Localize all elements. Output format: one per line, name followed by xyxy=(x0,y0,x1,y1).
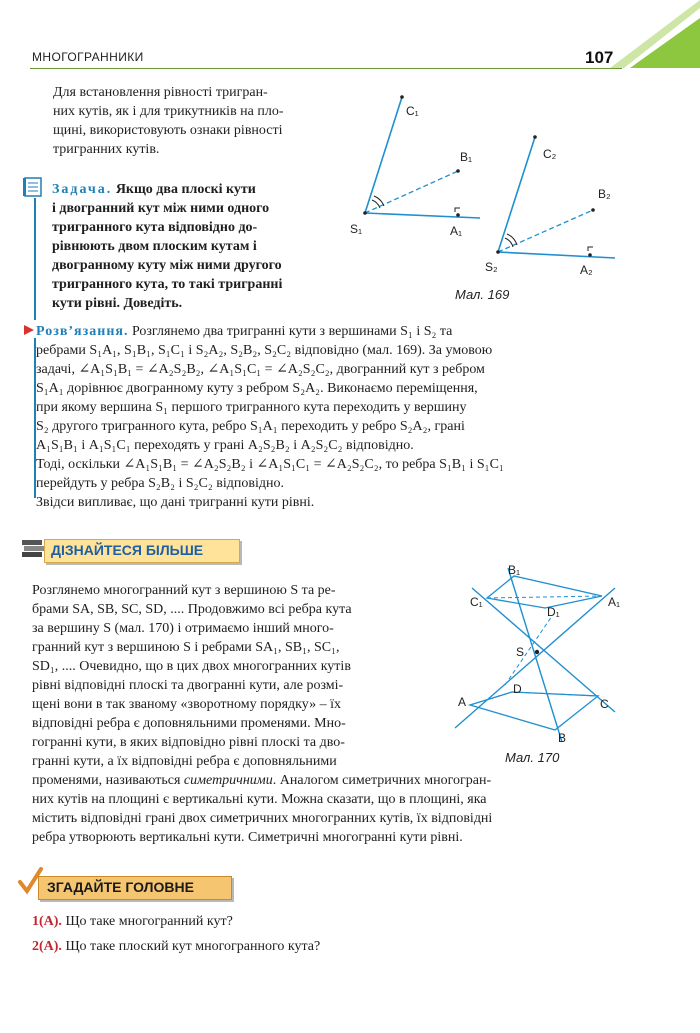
figure-169-caption: Мал. 169 xyxy=(455,287,510,302)
task-label: Задача. xyxy=(52,182,113,197)
question-1-number: 1(А). xyxy=(32,914,62,929)
edge-s1-a1 xyxy=(365,213,480,218)
task-marker-line xyxy=(34,198,36,320)
edge-a-a1 xyxy=(455,588,615,728)
remember-banner: ЗГАДАЙТЕ ГОЛОВНЕ xyxy=(38,876,232,900)
solution-arrow-icon xyxy=(22,323,36,337)
question-2: 2(А). Що таке плоский кут многогранного кута? xyxy=(32,939,321,954)
figure-170 xyxy=(450,560,640,760)
figure-169 xyxy=(340,85,630,315)
label-s2: S₂ xyxy=(485,260,498,274)
label-a2: A₂ xyxy=(580,263,593,277)
edge-s2-c2 xyxy=(498,137,535,252)
label-c1: C₁ xyxy=(470,595,483,609)
edge-s1-c1 xyxy=(365,97,402,213)
section-title: МНОГОГРАННИКИ xyxy=(32,50,144,64)
term-symmetric: симетричними xyxy=(183,773,273,788)
label-a: A xyxy=(458,695,467,709)
corner-decoration xyxy=(610,0,700,70)
learn-more-banner: ДІЗНАЙТЕСЯ БІЛЬШЕ xyxy=(44,539,240,563)
label-c: C xyxy=(600,697,609,711)
question-1: 1(А). Що таке многогранний кут? xyxy=(32,914,233,929)
page-number: 107 xyxy=(585,48,614,67)
label-a1: A₁ xyxy=(608,595,621,609)
label-b: B xyxy=(558,731,567,745)
edge-s2-a2 xyxy=(498,252,615,258)
intro-paragraph: Для встановлення рівності тригран- них кутів, як і для трикутників на пло- щині, використовують ознаки рівності тригранних кутів. xyxy=(53,85,284,157)
label-b1: B₁ xyxy=(508,563,521,577)
notepad-icon xyxy=(22,176,46,198)
learn-more-paragraph-continued: променями, називаються симетричними. Аналогом симетричних многогран- них кутів на площині є вертикальні кути. Можна сказати, що в площині, яка містить відповідні грані двох симетричних многогранних кутів, їх відповідні ребра утворюють вертикальні кути. Симетричні многогранні кути рівні. xyxy=(32,773,493,845)
question-2-number: 2(А). xyxy=(32,939,62,954)
label-a1: A₁ xyxy=(450,224,463,238)
label-b1: B₁ xyxy=(460,150,473,164)
figure-170-caption: Мал. 170 xyxy=(505,750,560,765)
books-icon xyxy=(20,537,46,561)
header-rule xyxy=(30,68,622,69)
label-b2: B₂ xyxy=(598,187,611,201)
label-d: D xyxy=(513,682,522,696)
learn-more-paragraph: Розглянемо многогранний кут з вершиною S та ре- брами SA, SB, SC, SD, .... Продовжимо всі ребра кута за вершину S (мал. 170) і отримаємо інший много- гранний кут з вершиною S і ребрами SA₁, SB₁, SC₁, SD₁, .... Очевидно, що в цих двох многогранних кутів рівні відповідні плоскі та двогранні кути, але розмі- щені вони в так званому «зворотному порядку» – їх відповідні ребра є доповняльними променями. Мно- гогранні кути, в яких відповідно рівні плоскі та дво- гранні кути, а їх відповідні ребра є доповняльними xyxy=(32,583,352,769)
task-paragraph: Задача. Якщо два плоскі кути і двогранний кут між ними одного тригранного кута відповідно до- рівнюють двом плоским кутам і двогранному куту між ними другого тригранного кута, то такі тригранні кути рівні. Доведіть. xyxy=(52,182,283,311)
label-s1: S₁ xyxy=(350,222,363,236)
label-c1: C₁ xyxy=(406,104,419,118)
label-c2: C₂ xyxy=(543,147,557,161)
label-s: S xyxy=(516,645,525,659)
solution-label: Розв’язання. xyxy=(36,324,129,339)
label-d1: D₁ xyxy=(547,605,560,619)
solution-paragraph: Розв’язання. Розглянемо два тригранні кути з вершинами S₁ і S₂ та ребрами S₁A₁, S₁B₁, S₁C₁ і S₂A₂, S₂B₂, S₂C₂ відповідно (мал. 169). За умовою задачі, ∠A₁S₁B₁ = ∠A₂S₂B₂, ∠A₁S₁C₁ = ∠A₂S₂C₂, двогранний кут з ребром S₁A₁ дорівнює двогранному куту з ребром S₂A₂. Виконаємо переміщення, при якому вершина S₁ першого тригранного кута переходить у вершину S₂ другого тригранного кута, ребро S₁A₁ переходить у ребро S₂A₂, грані A₁S₁B₁ і A₁S₁C₁ переходять у грані A₂S₂B₂ і A₂S₂C₂ відповідно. Тоді, оскільки ∠A₁S₁B₁ = ∠A₂S₂B₂ і ∠A₁S₁C₁ = ∠A₂S₂C₂, то ребра S₁B₁ і S₁C₁ перейдуть у ребра S₂B₂ і S₂C₂ відповідно. Звідси випливає, що дані тригранні кути рівні. xyxy=(36,324,504,510)
